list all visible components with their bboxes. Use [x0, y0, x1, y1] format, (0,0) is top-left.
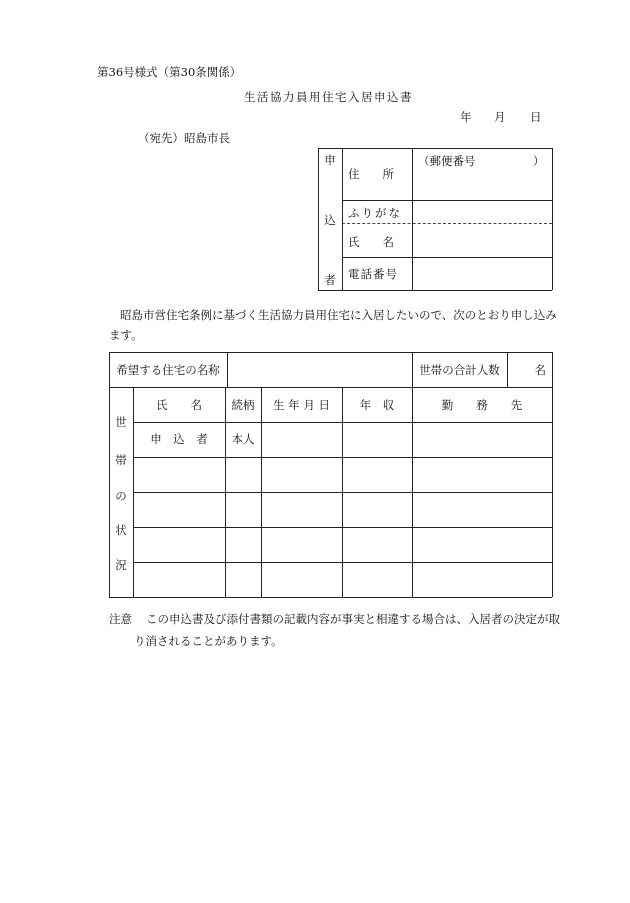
- page-title: 生活協力員用住宅入居申込書: [244, 90, 413, 104]
- applicant-side-char-3: 者: [324, 273, 336, 287]
- applicant-row-label: 申 込 者: [150, 432, 208, 446]
- desired-housing-field[interactable]: [228, 353, 411, 386]
- note-line-1: この申込書及び添付書類の記載内容が事実と相違する場合は、入居者の決定が取: [146, 612, 560, 626]
- applicant-side-char-2: 込: [324, 213, 336, 227]
- phone-field[interactable]: [413, 258, 551, 289]
- note-line-2: り消されることがあります。: [134, 634, 283, 648]
- persons-unit: 名: [534, 362, 546, 377]
- form-number: 第36号様式（第30条関係）: [97, 65, 242, 79]
- date-month-label: 月: [494, 110, 506, 124]
- address-field[interactable]: [413, 170, 551, 199]
- name-field[interactable]: [413, 224, 551, 256]
- total-persons-label: 世帯の合計人数: [419, 362, 500, 377]
- household-side-char-1: 世: [115, 415, 127, 429]
- col-relation-header: 続柄: [231, 397, 255, 412]
- date-year-label: 年: [460, 110, 472, 124]
- intro-line-1: 昭島市営住宅条例に基づく生活協力員用住宅に入居したいので、次のとおり申し込み: [120, 308, 557, 322]
- addressee: （宛先）昭島市長: [138, 131, 230, 145]
- col-birthdate-header: 生 年 月 日: [273, 397, 330, 412]
- household-side-char-4: 状: [115, 523, 127, 537]
- furigana-field[interactable]: [413, 201, 551, 222]
- date-day-label: 日: [530, 110, 542, 124]
- household-side-char-3: の: [115, 489, 127, 503]
- intro-line-2: ます。: [109, 328, 143, 342]
- col-income-header: 年 収: [359, 397, 395, 412]
- household-side-char-2: 帯: [115, 453, 127, 467]
- desired-housing-label: 希望する住宅の名称: [116, 362, 220, 377]
- applicant-relation: 本人: [231, 432, 255, 446]
- note-label: 注意: [109, 612, 132, 626]
- total-persons-field[interactable]: [507, 352, 552, 387]
- phone-label: 電話番号: [348, 267, 398, 281]
- col-name-header: 氏 名: [156, 397, 202, 412]
- col-workplace-header: 勤 務 先: [441, 397, 523, 412]
- postal-code-label: （郵便番号 ）: [418, 154, 545, 168]
- household-side-char-5: 況: [115, 558, 127, 572]
- applicant-side-char-1: 申: [324, 153, 336, 167]
- furigana-label: ふりがな: [348, 206, 402, 220]
- address-label: 住 所: [348, 167, 394, 181]
- name-label: 氏 名: [348, 235, 394, 249]
